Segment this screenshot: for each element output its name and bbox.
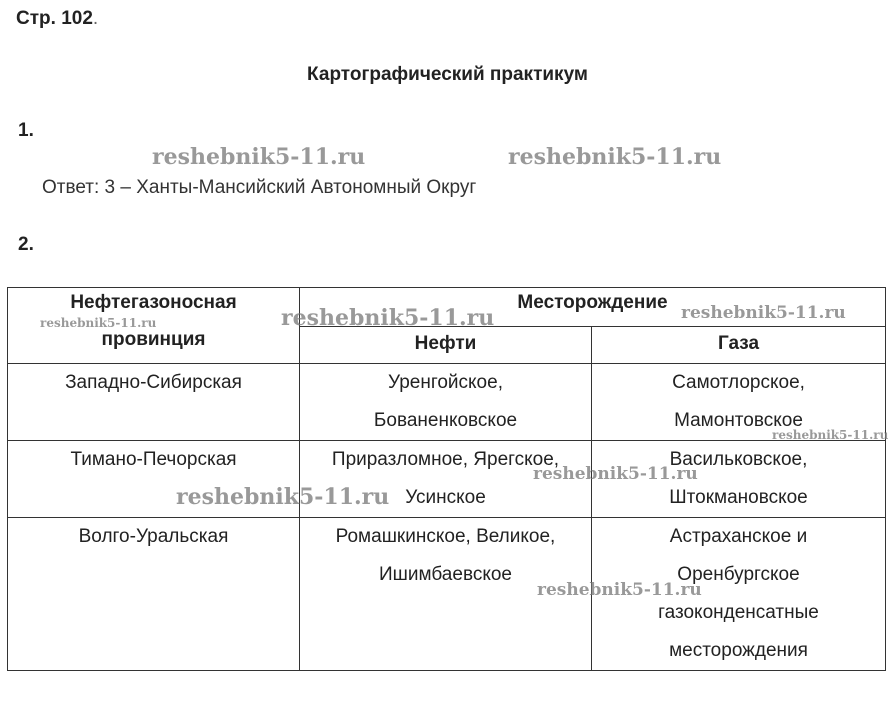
question-2-number: 2.: [18, 234, 34, 255]
gas-line: Штокмановское: [669, 487, 808, 508]
deposits-table: [7, 287, 889, 671]
oil-line: Приразломное, Ярегское,: [331, 449, 560, 470]
watermark: reshebnik5-11.ru: [508, 144, 722, 170]
watermark: reshebnik5-11.ru: [772, 428, 889, 442]
header-deposit: Месторождение: [300, 288, 886, 327]
oil-line: Ромашкинское, Великое,: [335, 526, 556, 547]
province-cell: [8, 364, 300, 441]
gas-line: месторождения: [669, 640, 808, 661]
header-oil: Нефти: [300, 327, 592, 364]
watermark: reshebnik5-11.ru: [152, 144, 366, 170]
header-province-line: провинция: [101, 329, 206, 350]
page-number-dot: .: [92, 8, 99, 29]
page-number-text: Стр. 102: [16, 8, 93, 29]
table-row: [8, 441, 886, 518]
table-row: [8, 364, 886, 441]
page-title: Картографический практикум: [307, 64, 588, 85]
gas-line: Астраханское и: [669, 526, 808, 547]
province-text: Тимано-Печорская: [70, 449, 237, 470]
province-cell: [8, 518, 300, 671]
watermark: reshebnik5-11.ru: [537, 580, 702, 600]
watermark: reshebnik5-11.ru: [533, 464, 698, 484]
oil-line: Бованенковское: [373, 410, 518, 431]
gas-line: Самотлорское,: [672, 372, 805, 393]
oil-line: Ишимбаевское: [379, 564, 512, 585]
gas-line: газоконденсатные: [658, 602, 819, 623]
gas-line: Васильковское,: [669, 449, 808, 470]
table-row: [8, 518, 886, 671]
gas-line: Мамонтовское: [674, 410, 803, 431]
oil-line: Уренгойское,: [388, 372, 503, 393]
oil-line: Усинское: [405, 487, 486, 508]
watermark: reshebnik5-11.ru: [281, 305, 495, 331]
watermark: reshebnik5-11.ru: [681, 303, 846, 323]
header-gas: Газа: [592, 327, 886, 364]
province-text: Западно-Сибирская: [65, 372, 242, 393]
gas-line: Оренбургское: [677, 564, 800, 585]
province-text: Волго-Уральская: [78, 526, 229, 547]
watermark: reshebnik5-11.ru: [176, 484, 390, 510]
page-number: [16, 8, 98, 30]
question-1-number: 1.: [18, 120, 34, 141]
watermark: reshebnik5-11.ru: [40, 316, 157, 330]
oil-cell: [300, 364, 592, 441]
header-province-line: Нефтегазоносная: [70, 292, 237, 313]
question-1-answer: Ответ: 3 – Ханты-Мансийский Автономный Округ: [42, 177, 477, 198]
